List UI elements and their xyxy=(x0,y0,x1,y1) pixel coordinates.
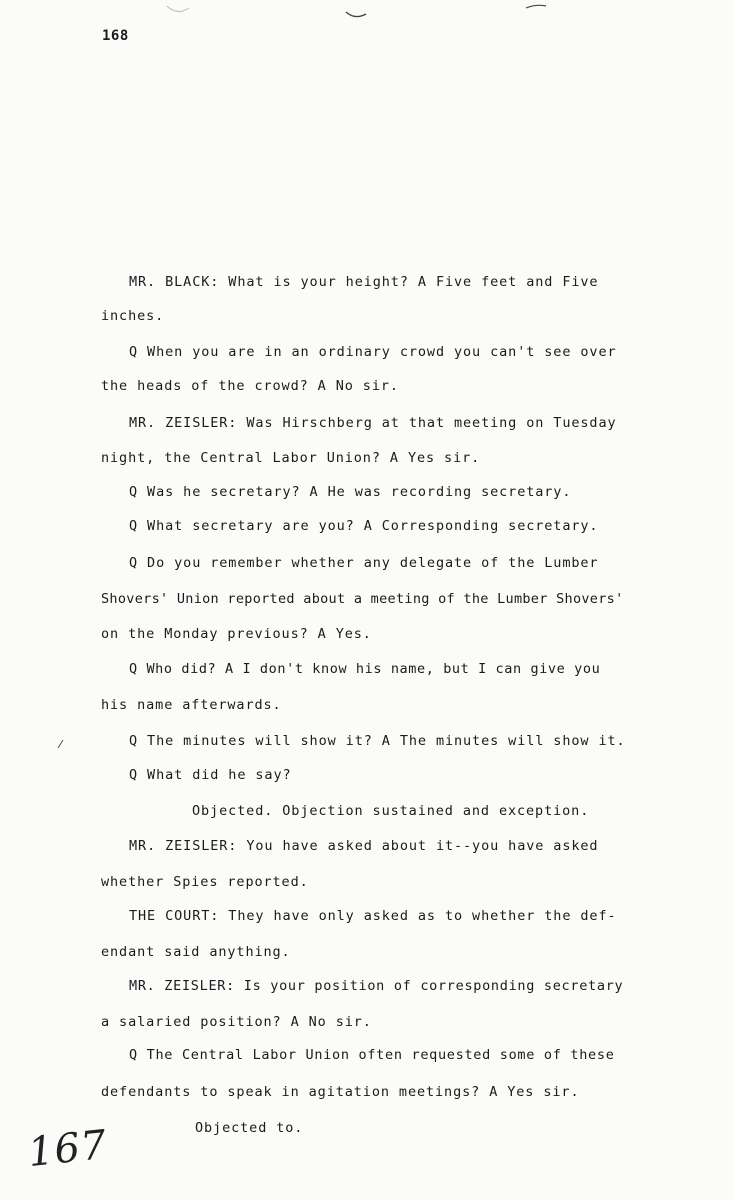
transcript-line: inches. xyxy=(101,308,165,324)
transcript-line: Objected to. xyxy=(195,1120,304,1136)
ink-speck-icon xyxy=(164,0,194,20)
transcript-line: Q Do you remember whether any delegate of the Lumber xyxy=(129,555,599,571)
transcript-line: the heads of the crowd? A No sir. xyxy=(101,378,399,394)
transcript-line: endant said anything. xyxy=(101,944,291,960)
transcript-line: Objected. Objection sustained and exception. xyxy=(192,803,590,819)
ink-speck-icon xyxy=(344,8,370,22)
transcript-line: THE COURT: They have only asked as to whether the def- xyxy=(129,908,617,924)
transcript-line: defendants to speak in agitation meetings? A Yes sir. xyxy=(101,1084,580,1100)
page-number: 168 xyxy=(102,28,129,44)
transcript-line: MR. BLACK: What is your height? A Five feet and Five xyxy=(129,274,599,290)
transcript-line: night, the Central Labor Union? A Yes sir. xyxy=(101,450,481,466)
transcript-line: Q Was he secretary? A He was recording secretary. xyxy=(129,484,572,500)
transcript-line: Shovers' Union reported about a meeting of the Lumber Shovers' xyxy=(101,591,624,607)
transcript-line: Q The minutes will show it? A The minutes will show it. xyxy=(129,733,626,749)
transcript-line: Q Who did? A I don't know his name, but I can give you xyxy=(129,661,601,677)
transcript-line: Q The Central Labor Union often requested some of these xyxy=(129,1047,615,1063)
transcript-line: a salaried position? A No sir. xyxy=(101,1014,372,1030)
margin-mark-icon xyxy=(56,738,66,750)
transcript-line: Q What did he say? xyxy=(129,767,292,783)
transcript-line: Q When you are in an ordinary crowd you can't see over xyxy=(129,344,617,360)
transcript-line: MR. ZEISLER: Is your position of corresponding secretary xyxy=(129,978,624,994)
transcript-line: Q What secretary are you? A Corresponding secretary. xyxy=(129,518,599,534)
ink-speck-icon xyxy=(524,2,550,14)
transcript-line: his name afterwards. xyxy=(101,697,282,713)
transcript-line: MR. ZEISLER: Was Hirschberg at that meeting on Tuesday xyxy=(129,415,617,431)
transcript-line: on the Monday previous? A Yes. xyxy=(101,626,372,642)
handwritten-page-number: 167 xyxy=(25,1121,110,1177)
transcript-line: MR. ZEISLER: You have asked about it--you have asked xyxy=(129,838,599,854)
transcript-line: whether Spies reported. xyxy=(101,874,309,890)
